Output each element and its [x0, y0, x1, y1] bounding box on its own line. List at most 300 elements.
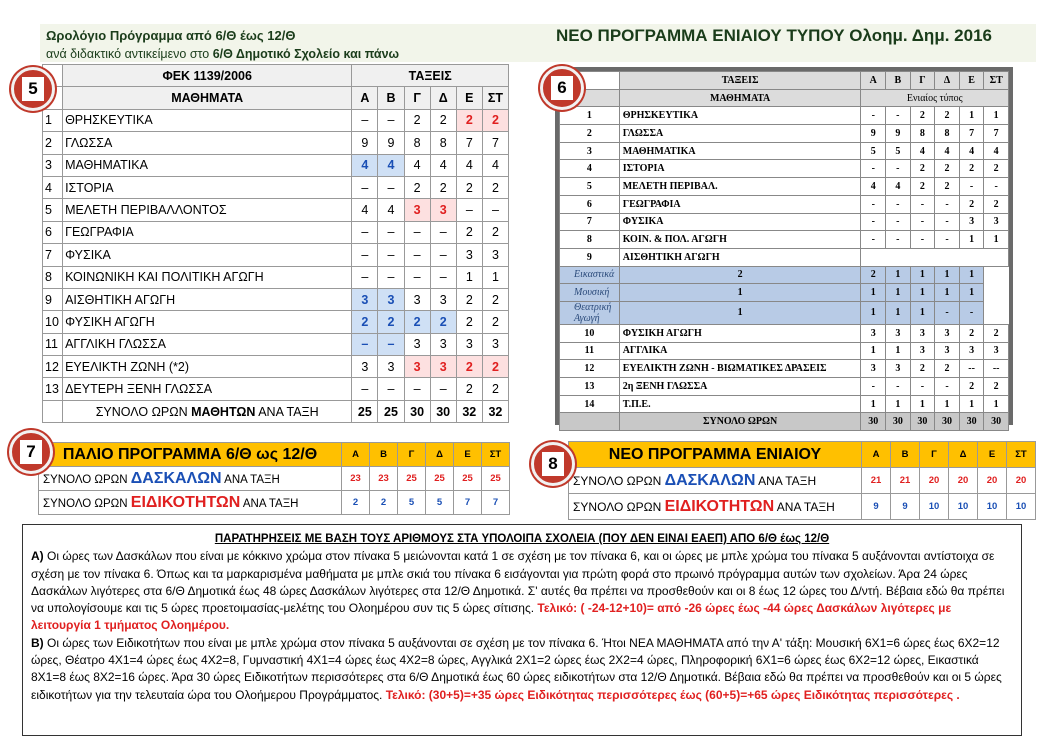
t5-row-value: –: [378, 333, 404, 355]
t8-grade: Β: [891, 442, 920, 468]
t5-grade: Γ: [404, 87, 430, 109]
t7-grade: Ε: [454, 443, 482, 467]
t5-row-subject: ΑΙΣΘΗΤΙΚΗ ΑΓΩΓΗ: [63, 288, 352, 310]
t6-row-value: 3: [861, 360, 886, 378]
t7-row1-val: 25: [482, 467, 510, 491]
t5-row-value: –: [352, 378, 378, 400]
t7-row2-val: 5: [426, 491, 454, 515]
t5-row-subject: ΓΕΩΓΡΑΦΙΑ: [63, 221, 352, 243]
t7-grade: Γ: [398, 443, 426, 467]
notes-b-red: Τελικό: (30+5)=+35 ώρες Ειδικότητας περισσότερες έως (60+5)=+65 ώρες Ειδικότητας περισσότερες .: [385, 687, 960, 702]
notes-paragraph-b: [31, 635, 1013, 704]
t5-row-value: 4: [404, 154, 430, 176]
t6-row-subject: ΓΕΩΓΡΑΦΙΑ: [619, 195, 861, 213]
t7-row2-b: ΕΙΔΙΚΟΤΗΤΩΝ: [130, 493, 241, 511]
t6-sub-value: 1: [861, 284, 886, 302]
t6-row-value: 4: [984, 142, 1009, 160]
t5-row-value: 2: [456, 356, 482, 378]
t5-row-value: 8: [430, 132, 456, 154]
t6-row-subject: 2η ΞΕΝΗ ΓΛΩΣΣΑ: [619, 378, 861, 396]
t6-sub-value: 1: [886, 284, 911, 302]
t5-row-value: 2: [456, 221, 482, 243]
t6-row-value: 1: [886, 342, 911, 360]
t5-row-value: 7: [482, 132, 508, 154]
t5-row-value: 2: [430, 109, 456, 131]
t6-sub-subject: Μουσική: [560, 284, 620, 302]
table-row: [43, 333, 509, 355]
t6-row-subject: ΦΥΣΙΚΑ: [619, 213, 861, 231]
t6-row-value: --: [984, 360, 1009, 378]
t8-row1-c: ΑΝΑ ΤΑΞΗ: [755, 473, 817, 488]
header-right-title: ΝΕΟ ΠΡΟΓΡΑΜΜΑ ΕΝΙΑΙΟΥ ΤΥΠΟΥ Ολοημ. Δημ. 2016: [556, 26, 992, 45]
t6-row-value: 5: [861, 142, 886, 160]
t5-row-value: –: [352, 176, 378, 198]
t7-row2-val: 2: [370, 491, 398, 515]
t5-mathimata: ΜΑΘΗΜΑΤΑ: [63, 87, 352, 109]
t5-row-num: 5: [43, 199, 63, 221]
t6-row-value: 2: [984, 160, 1009, 178]
t7-row1-c: ΑΝΑ ΤΑΞΗ: [221, 473, 280, 486]
t7-row1-val: 23: [370, 467, 398, 491]
t5-total-c: ΑΝΑ ΤΑΞΗ: [255, 404, 319, 419]
t6-sub-value: 2: [619, 266, 861, 284]
t8-row1-val: 20: [949, 468, 978, 494]
t5-row-value: 3: [352, 288, 378, 310]
t6-row-value: 1: [984, 231, 1009, 249]
t5-row-value: 2: [482, 356, 508, 378]
table-row: [43, 378, 509, 400]
t5-row-value: –: [378, 176, 404, 198]
t6-total: 30: [959, 413, 984, 431]
notes-a-text: Οι ώρες των Δασκάλων που είναι με κόκκινο χρώμα στον πίνακα 5 μειώνονται κατά 1 σε σχέση με τον πίνακα 6, και οι ώρες με μπλε χρώμα του πίνακα 5 αυξάνονται αντίστοιχα σε σχέση με τον πίνακα 6. Όπως και τα μαρκαρισμένα μαθήματα με μπλε σκιά του πίνακα 6 εισάγονται για πρώτη φορά στο πρωινό πρόγραμμα αυτών των σχολείων. Άρα 24 ώρες Δασκάλων λιγότερες στα 6/Θ Δημοτικά έως 48 ώρες Δασκάλων λιγότερες στα 12/Θ Δημοτικά. Σ' αυτές θα πρέπει να προσθεθούν και οι 8 έως 12 ώρες του Δ/ντή. Βέβαια εδώ θα πρέπει να υπολογίσουμε και τις 5 ώρες προετοιμασίας-μελέτης του Ολοημέρου συν τις 5 ώρες σίτισης.: [31, 549, 1005, 616]
t8-row2-val: 9: [862, 494, 891, 520]
t7-row2-val: 5: [398, 491, 426, 515]
t5-row-num: 8: [43, 266, 63, 288]
t6-row-value: 3: [935, 342, 960, 360]
t6-row-subject: ΜΑΘΗΜΑΤΙΚΑ: [619, 142, 861, 160]
t6-grade: Γ: [910, 72, 935, 90]
t6-row-num: 12: [560, 360, 620, 378]
t7-grade: Δ: [426, 443, 454, 467]
table-row: [560, 213, 1009, 231]
table-row: [560, 284, 1009, 302]
t6-row-num: 3: [560, 142, 620, 160]
t5-row-value: 2: [456, 378, 482, 400]
badge-8: [531, 442, 575, 486]
t6-sub-subject: Θεατρική Αγωγή: [560, 301, 620, 324]
table-5: [42, 64, 509, 423]
t5-row-value: 2: [404, 311, 430, 333]
t7-row2-label: [39, 491, 342, 515]
t5-row-value: 3: [404, 333, 430, 355]
table-row: [43, 109, 509, 131]
table-row: [560, 360, 1009, 378]
t6-row-value: -: [861, 195, 886, 213]
t6-row-num: 5: [560, 178, 620, 196]
t5-row-subject: ΦΥΣΙΚΗ ΑΓΩΓΗ: [63, 311, 352, 333]
t6-total: 30: [935, 413, 960, 431]
t6-row-value: 1: [984, 395, 1009, 413]
t6-eniaios: Ενιαίος τύπος: [861, 89, 1009, 107]
t7-row2-val: 2: [342, 491, 370, 515]
t8-row2-b: ΕΙΔΙΚΟΤΗΤΩΝ: [664, 497, 775, 515]
table-row: [560, 125, 1009, 143]
t6-row-value: 2: [935, 178, 960, 196]
t6-row-value: 1: [910, 395, 935, 413]
t5-row-num: 4: [43, 176, 63, 198]
notes-a-red: Τελικό: ( -24-12+10)= από -26 ώρες έως -44 ώρες Δασκάλων λιγότερες με λειτουργία 1 τμήματος Ολοημέρου.: [31, 601, 952, 633]
t5-row-value: 2: [482, 109, 508, 131]
t5-row-value: 3: [404, 356, 430, 378]
t6-row-value: -: [886, 195, 911, 213]
t7-grade: Α: [342, 443, 370, 467]
t8-row2-c: ΑΝΑ ΤΑΞΗ: [774, 499, 835, 514]
t5-row-value: 3: [430, 288, 456, 310]
t5-row-value: 3: [482, 244, 508, 266]
t6-row-value: 2: [910, 107, 935, 125]
t5-row-value: 7: [456, 132, 482, 154]
t6-row-value: -: [935, 231, 960, 249]
t6-sub-value: 1: [910, 284, 935, 302]
table-7: [38, 442, 510, 515]
table-row: [43, 199, 509, 221]
t6-row-value: -: [886, 378, 911, 396]
t8-row1-val: 20: [978, 468, 1007, 494]
t6-row-value: -: [959, 178, 984, 196]
table-row: [43, 244, 509, 266]
header-subtitle-b: 6/Θ Δημοτικό Σχολείο και πάνω: [212, 47, 400, 61]
table-row: [43, 154, 509, 176]
t6-row-value: -: [935, 213, 960, 231]
table-row: [560, 107, 1009, 125]
t6-row-value: 3: [910, 342, 935, 360]
t6-row-value: 3: [959, 342, 984, 360]
t5-row-value: 3: [482, 333, 508, 355]
table-row: [560, 160, 1009, 178]
table-row: [560, 178, 1009, 196]
t6-row-value: 7: [959, 125, 984, 143]
t6-row-value: -: [886, 107, 911, 125]
t5-row-value: –: [378, 244, 404, 266]
t7-row1-val: 25: [426, 467, 454, 491]
t6-row-value: 4: [935, 142, 960, 160]
t6-sub-value: 1: [861, 301, 886, 324]
t5-row-value: –: [404, 244, 430, 266]
table-row: [43, 132, 509, 154]
t8-row1-val: 21: [862, 468, 891, 494]
t6-row-value: -: [935, 195, 960, 213]
t7-grade: Β: [370, 443, 398, 467]
t6-total-blank: [560, 413, 620, 431]
notes-box: [22, 524, 1022, 736]
t6-row-value: 3: [886, 360, 911, 378]
t5-row-value: 4: [482, 154, 508, 176]
t5-grade: Δ: [430, 87, 456, 109]
t6-row-value: 2: [984, 378, 1009, 396]
t6-row-num: 2: [560, 125, 620, 143]
t6-row-value: -: [861, 160, 886, 178]
t6-row-value: -: [886, 160, 911, 178]
t5-row-value: 3: [378, 356, 404, 378]
t5-row-value: –: [404, 378, 430, 400]
t5-row-value: 2: [430, 311, 456, 333]
t5-row-num: 12: [43, 356, 63, 378]
t5-row-subject: ΦΥΣΙΚΑ: [63, 244, 352, 266]
t5-row-value: 3: [430, 199, 456, 221]
header-subtitle: [46, 47, 399, 61]
table-6: [559, 71, 1009, 431]
t6-row-value: 3: [886, 324, 911, 342]
t7-row1-label: [39, 467, 342, 491]
t5-row-num: 1: [43, 109, 63, 131]
table-row: [43, 176, 509, 198]
t7-grade: ΣΤ: [482, 443, 510, 467]
t5-row-subject: ΚΟΙΝΩΝΙΚΗ ΚΑΙ ΠΟΛΙΤΙΚΗ ΑΓΩΓΗ: [63, 266, 352, 288]
t5-row-value: 4: [456, 154, 482, 176]
t6-row-value: 2: [959, 160, 984, 178]
t5-row-value: 2: [378, 311, 404, 333]
t5-row-subject: ΙΣΤΟΡΙΑ: [63, 176, 352, 198]
t6-row-subject: Τ.Π.Ε.: [619, 395, 861, 413]
t7-row1-val: 23: [342, 467, 370, 491]
t8-grade: ΣΤ: [1007, 442, 1036, 468]
badge-6-label: 6: [551, 76, 573, 100]
t6-row-value: 3: [861, 324, 886, 342]
t8-row2-val: 9: [891, 494, 920, 520]
t6-sub-value: -: [959, 301, 984, 324]
t5-row-num: 3: [43, 154, 63, 176]
t5-row-value: 2: [404, 176, 430, 198]
t6-row-value: 2: [935, 360, 960, 378]
t6-grade: ΣΤ: [984, 72, 1009, 90]
t7-title: ΠΑΛΙΟ ΠΡΟΓΡΑΜΜΑ 6/Θ ως 12/Θ: [39, 443, 342, 467]
t5-row-value: –: [378, 378, 404, 400]
t6-sub-value: 1: [959, 266, 984, 284]
t6-sub-value: 1: [935, 266, 960, 284]
t5-row-value: 2: [430, 176, 456, 198]
t5-total: 30: [404, 400, 430, 422]
t8-row2-label: [569, 494, 862, 520]
badge-7-label: 7: [20, 440, 42, 464]
table-row: [560, 301, 1009, 324]
t6-row-num: 7: [560, 213, 620, 231]
t5-total: 25: [352, 400, 378, 422]
t5-row-value: 4: [378, 154, 404, 176]
table-6-scan-inner: [559, 71, 1009, 428]
t5-row-value: –: [352, 333, 378, 355]
t6-grade: Δ: [935, 72, 960, 90]
t8-row1-val: 20: [1007, 468, 1036, 494]
t6-sub-value: 1: [935, 284, 960, 302]
t5-row-value: 2: [456, 311, 482, 333]
t6-row-value: 3: [959, 213, 984, 231]
t5-row-value: –: [430, 221, 456, 243]
t5-row-value: –: [378, 221, 404, 243]
t5-total-label: [63, 400, 352, 422]
table-row: [43, 266, 509, 288]
t6-row-value: 2: [984, 324, 1009, 342]
t6-mathimata: ΜΑΘΗΜΑΤΑ: [619, 89, 861, 107]
t6-row-value: 2: [959, 378, 984, 396]
t5-row-value: 4: [352, 154, 378, 176]
t7-row2-a: ΣΥΝΟΛΟ ΩΡΩΝ: [43, 497, 131, 510]
t6-row-subject: ΚΟΙΝ. & ΠΟΛ. ΑΓΩΓΗ: [619, 231, 861, 249]
t5-row-value: 1: [456, 266, 482, 288]
t6-row-value: 4: [886, 178, 911, 196]
t6-taxeis: ΤΑΞΕΙΣ: [619, 72, 861, 90]
t6-row-num: 14: [560, 395, 620, 413]
t6-row-value: 1: [959, 395, 984, 413]
t5-row-value: 9: [352, 132, 378, 154]
t5-row-value: 4: [378, 199, 404, 221]
t6-row-num: 10: [560, 324, 620, 342]
notes-b-text: Οι ώρες των Ειδικοτήτων που είναι με μπλε χρώμα στον πίνακα 5 αυξάνονται σε σχέση με τον πίνακα 6. Ήτοι ΝΕΑ ΜΑΘΗΜΑΤΑ από την Α' τάξη: Μουσική 6Χ1=6 ώρες έως 6Χ2=12 ώρες, Θέατρο 4Χ1=4 ώρες έως 4Χ2=8, Γυμναστική 4Χ1=4 ώρες έως 4Χ2=8 ώρες, Αγγλικά 2Χ1=2 ώρες έως 2Χ2=4 ώρες, Πληροφορική 6Χ1=6 ώρες έως 6Χ2=12 ώρες, Εικαστικά 8Χ1=8 έως 8Χ2=16 ώρες. Άρα 30 ώρες Ειδικοτήτων περισσότερες στα 6/Θ Δημοτικά έως 60 ώρες ειδικοτήτων στα 12/Θ Δημοτικά. Βέβαια εδώ θα πρέπει να προσθεθούν και οι 5 ώρες ειδικοτήτων για την τελευταία ώρα του Ολοήμερου Προγράμματος.: [31, 635, 1002, 702]
t5-grade: Β: [378, 87, 404, 109]
t6-sub-value: 1: [886, 301, 911, 324]
t5-total-blank: [43, 400, 63, 422]
t8-row1-b: ΔΑΣΚΑΛΩΝ: [664, 471, 756, 489]
t6-row-value: --: [959, 360, 984, 378]
t6-row-value: -: [861, 378, 886, 396]
t7-row1-b: ΔΑΣΚΑΛΩΝ: [130, 469, 222, 487]
t5-row-value: 2: [482, 176, 508, 198]
t5-grade: Α: [352, 87, 378, 109]
badge-5: [11, 67, 55, 111]
t6-total: 30: [886, 413, 911, 431]
t5-row-value: 2: [352, 311, 378, 333]
t6-row-subject: ΦΥΣΙΚΗ ΑΓΩΓΗ: [619, 324, 861, 342]
t8-row2-val: 10: [949, 494, 978, 520]
t5-total-b: ΜΑΘΗΤΩΝ: [191, 404, 256, 419]
t6-grade: Β: [886, 72, 911, 90]
t7-row2-val: 7: [482, 491, 510, 515]
t5-row-value: 3: [352, 356, 378, 378]
t6-row-value: 9: [861, 125, 886, 143]
t8-row1-a: ΣΥΝΟΛΟ ΩΡΩΝ: [573, 473, 665, 488]
t6-row-subject: ΓΛΩΣΣΑ: [619, 125, 861, 143]
t6-row-value: -: [861, 231, 886, 249]
t6-row-value: 2: [910, 160, 935, 178]
t5-row-value: –: [430, 244, 456, 266]
header-title: Ωρολόγιο Πρόγραμμα από 6/Θ έως 12/Θ: [46, 28, 296, 43]
t6-row-subject: ΑΓΓΛΙΚΑ: [619, 342, 861, 360]
t6-row-value: -: [910, 195, 935, 213]
t6-row-value: 4: [959, 142, 984, 160]
t6-row-value: 1: [959, 231, 984, 249]
t6-row-value: 7: [984, 125, 1009, 143]
t5-total: 32: [482, 400, 508, 422]
t8-grade: Δ: [949, 442, 978, 468]
t6-row-value: 2: [959, 195, 984, 213]
t5-row-value: 3: [456, 333, 482, 355]
t8-grade: Α: [862, 442, 891, 468]
t6-total: 30: [984, 413, 1009, 431]
table-row: [560, 324, 1009, 342]
t6-row-subject: ΕΥΕΛΙΚΤΗ ΖΩΝΗ - ΒΙΩΜΑΤΙΚΕΣ ΔΡΑΣΕΙΣ: [619, 360, 861, 378]
t5-row-value: –: [378, 109, 404, 131]
t6-row-value: 3: [984, 213, 1009, 231]
t5-row-num: 13: [43, 378, 63, 400]
table-6-scan: [555, 67, 1013, 428]
t6-total-label: ΣΥΝΟΛΟ ΩΡΩΝ: [619, 413, 861, 431]
t5-row-subject: ΕΥΕΛΙΚΤΗ ΖΩΝΗ (*2): [63, 356, 352, 378]
t5-total-a: ΣΥΝΟΛΟ ΩΡΩΝ: [95, 404, 192, 419]
t5-row-subject: ΜΕΛΕΤΗ ΠΕΡΙΒΑΛΛΟΝΤΟΣ: [63, 199, 352, 221]
t6-row-value: 3: [935, 324, 960, 342]
t6-row-value: -: [861, 107, 886, 125]
t6-row-value: -: [984, 178, 1009, 196]
table-row: [560, 342, 1009, 360]
t5-row-subject: ΜΑΘΗΜΑΤΙΚΑ: [63, 154, 352, 176]
t5-row-value: 4: [352, 199, 378, 221]
t8-row2-val: 10: [978, 494, 1007, 520]
t6-sub-value: 1: [886, 266, 911, 284]
notes-paragraph-a: [31, 548, 1013, 634]
t6-row-value: 2: [935, 160, 960, 178]
t7-row2-val: 7: [454, 491, 482, 515]
t5-row-value: 2: [482, 288, 508, 310]
t5-row-value: 3: [430, 356, 456, 378]
t5-row-value: 8: [404, 132, 430, 154]
t5-row-num: 11: [43, 333, 63, 355]
t6-row-value: 1: [935, 395, 960, 413]
t6-row-value: -: [910, 213, 935, 231]
t6-row-num: 8: [560, 231, 620, 249]
t5-row-num: 6: [43, 221, 63, 243]
table-row: [43, 356, 509, 378]
t7-row1-a: ΣΥΝΟΛΟ ΩΡΩΝ: [43, 473, 131, 486]
t6-row-value: 2: [935, 107, 960, 125]
t5-row-value: –: [430, 378, 456, 400]
table-row: [560, 378, 1009, 396]
header-subtitle-a: ανά διδακτικό αντικείμενο στο: [46, 47, 213, 61]
t5-row-value: –: [404, 266, 430, 288]
t8-row1-val: 21: [891, 468, 920, 494]
t6-row-subject: ΘΡΗΣΚΕΥΤΙΚΑ: [619, 107, 861, 125]
t6-row-num: 6: [560, 195, 620, 213]
t6-row-subject: ΜΕΛΕΤΗ ΠΕΡΙΒΑΛ.: [619, 178, 861, 196]
t5-row-value: 3: [404, 199, 430, 221]
t6-sub-value: 2: [861, 266, 886, 284]
t8-row2-val: 10: [920, 494, 949, 520]
t7-row1-val: 25: [398, 467, 426, 491]
t5-row-value: 2: [482, 311, 508, 333]
t8-title: ΝΕΟ ΠΡΟΓΡΑΜΜΑ ΕΝΙΑΙΟΥ: [569, 442, 862, 468]
t5-row-value: –: [378, 266, 404, 288]
t5-row-value: 2: [482, 221, 508, 243]
t6-row-value: -: [886, 231, 911, 249]
t5-taxeis: ΤΑΞΕΙΣ: [352, 65, 509, 87]
t6-row-value: 2: [910, 178, 935, 196]
t5-row-value: –: [352, 221, 378, 243]
t6-row-value: -: [886, 213, 911, 231]
t5-row-value: 4: [430, 154, 456, 176]
t6-row-value: 2: [910, 360, 935, 378]
t5-row-value: –: [352, 266, 378, 288]
badge-5-label: 5: [22, 77, 44, 101]
t5-row-value: 3: [456, 244, 482, 266]
t5-row-value: 2: [482, 378, 508, 400]
t8-grade: Ε: [978, 442, 1007, 468]
t6-row-value: 8: [935, 125, 960, 143]
t7-row1-val: 25: [454, 467, 482, 491]
t5-row-value: 9: [378, 132, 404, 154]
t6-row-value: 4: [861, 178, 886, 196]
t5-row-value: 2: [404, 109, 430, 131]
t6-row-value: 5: [886, 142, 911, 160]
t6-row-value: 1: [959, 107, 984, 125]
t6-row9-title: ΑΙΣΘΗΤΙΚΗ ΑΓΩΓΗ: [619, 248, 861, 266]
